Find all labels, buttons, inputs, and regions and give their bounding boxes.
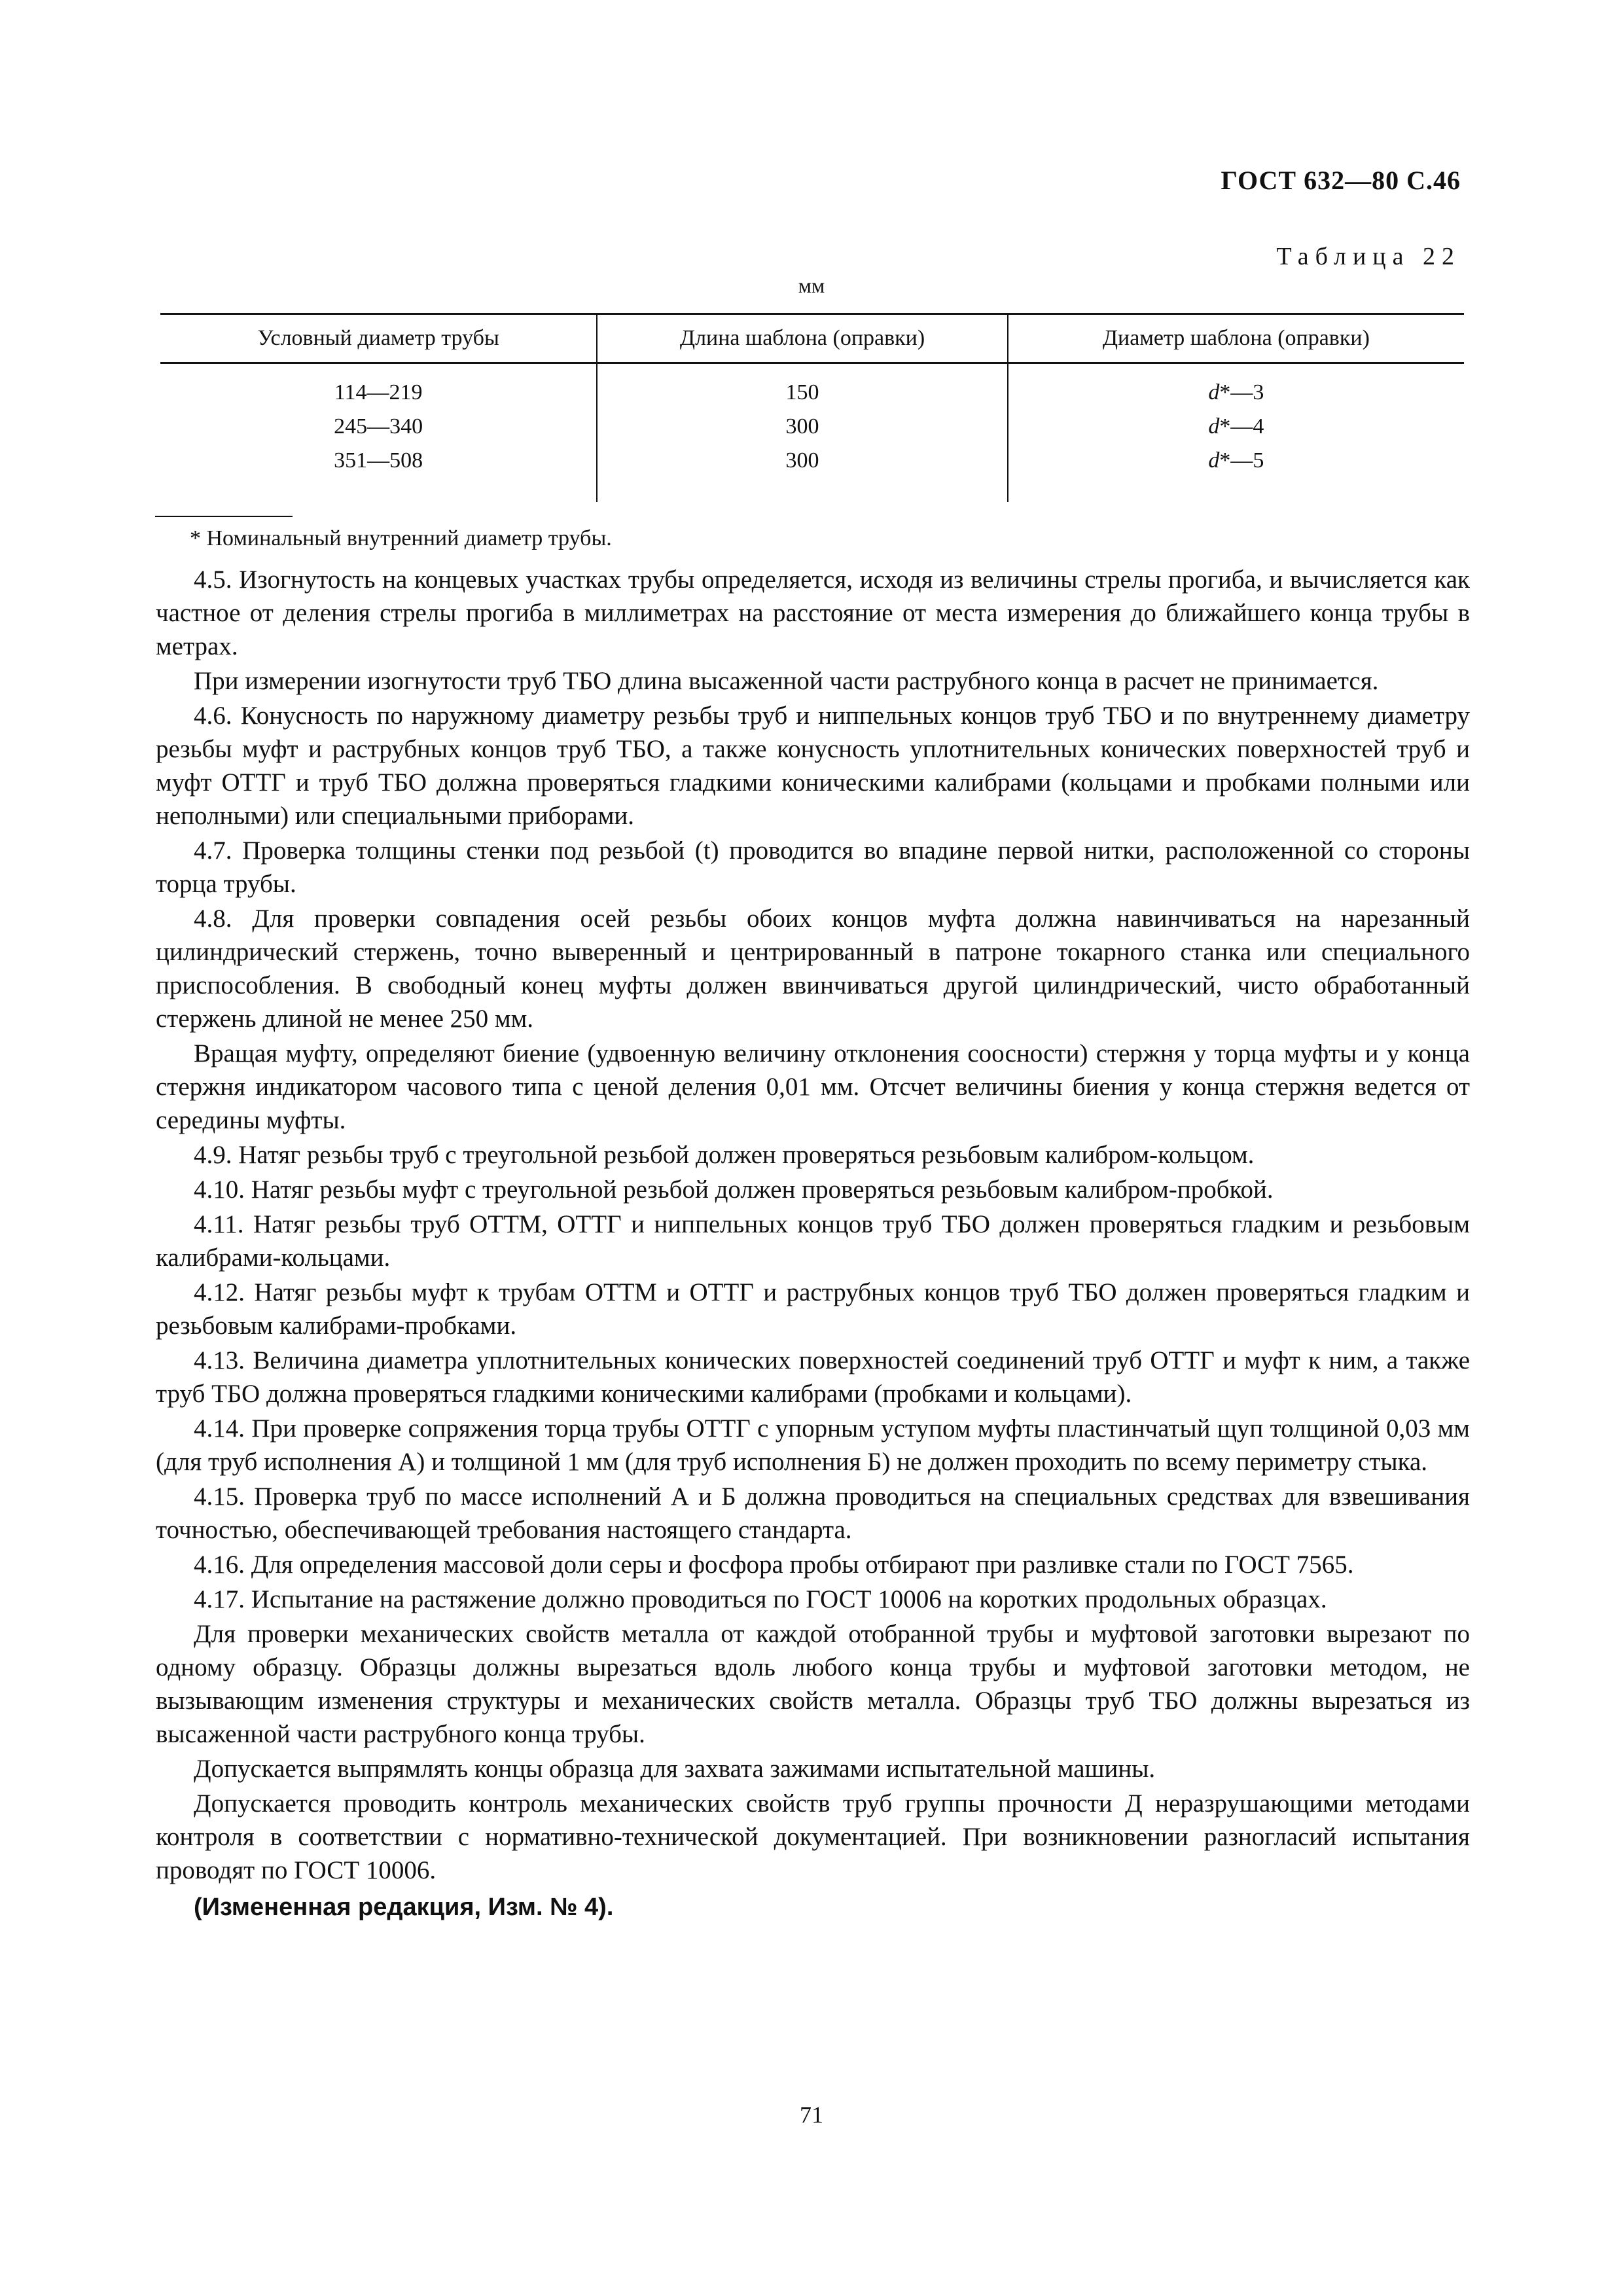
cell-value: 245—340 [334, 414, 423, 439]
revision-note: (Измененная редакция, Изм. № 4). [194, 1893, 614, 1921]
variable-symbol: d [1208, 448, 1220, 473]
paragraph: При измерении изогнутости труб ТБО длина высаженной части раструбного конца в расчет не принимается. [194, 667, 1379, 695]
table-units: мм [798, 274, 825, 297]
footnote: * Номинальный внутренний диаметр трубы. [190, 526, 612, 550]
cell-value: d*—3 [1208, 380, 1264, 404]
column-header: Длина шаблона (оправки) [597, 314, 1007, 363]
paragraph: 4.12. Натяг резьбы муфт к трубам ОТТМ и ОТТГ и раструбных концов труб ТБО должен проверяться гладким и резьбовым калибрами-пробками. [156, 1278, 1470, 1340]
cell-value: d*—4 [1208, 414, 1264, 439]
standard-reference: ГОСТ 632—80 С.46 [1221, 166, 1461, 195]
table-caption: Таблица 22 [1276, 243, 1461, 270]
cell-diameter-range [160, 363, 597, 503]
cell-value: 351—508 [334, 448, 423, 473]
paragraph: 4.17. Испытание на растяжение должно проводиться по ГОСТ 10006 на коротких продольных образцах. [194, 1585, 1327, 1613]
cell-value: d*—5 [1208, 448, 1264, 473]
cell-value: 150 [785, 380, 819, 404]
paragraph: 4.7. Проверка толщины стенки под резьбой (t) проводится во впадине первой нитки, расположенной со стороны торца трубы. [156, 836, 1470, 898]
paragraph: 4.15. Проверка труб по массе исполнений А и Б должна проводиться на специальных средствах для взвешивания точностью, обеспечивающей требования настоящего стандарта. [156, 1482, 1470, 1544]
page-number: 71 [800, 2102, 823, 2128]
paragraph: 4.9. Натяг резьбы труб с треугольной резьбой должен проверяться резьбовым калибром-кольцом. [194, 1141, 1255, 1169]
body-text [156, 563, 1470, 1926]
paragraph: 4.13. Величина диаметра уплотнительных конических поверхностей соединений труб ОТТГ и муфт к ним, а также труб ТБО должна проверяться гладкими коническими калибрами (пробками и кольцами). [156, 1346, 1470, 1408]
table-row [160, 363, 1464, 503]
paragraph: Вращая муфту, определяют биение (удвоенную величину отклонения соосности) стержня у торца муфты и у конца стержня индикатором часового типа с ценой деления 0,01 мм. Отсчет величины биения у конца стержня ведется от середины муфты. [156, 1039, 1470, 1134]
table-header-row [160, 314, 1464, 363]
paragraph: 4.16. Для определения массовой доли серы и фосфора пробы отбирают при разливке стали по ГОСТ 7565. [194, 1551, 1354, 1579]
table-22 [160, 313, 1464, 502]
paragraph: Допускается выпрямлять концы образца для захвата зажимами испытательной машины. [194, 1755, 1156, 1783]
column-header: Условный диаметр трубы [160, 314, 597, 363]
footnote-separator [155, 516, 293, 517]
paragraph: Для проверки механических свойств металла от каждой отобранной трубы и муфтовой заготовки вырезают по одному образцу. Образцы должны вырезаться вдоль любого конца трубы и муфтовой заготовки методом, не вызывающим изменения структуры и механических свойств металла. Образцы труб ТБО должны вырезаться из высаженной части раструбного конца трубы. [156, 1620, 1470, 1748]
column-header: Диаметр шаблона (оправки) [1008, 314, 1464, 363]
cell-value: 114—219 [334, 380, 423, 404]
cell-template-length [597, 363, 1007, 503]
variable-symbol: d [1208, 380, 1220, 404]
paragraph: 4.14. При проверке сопряжения торца трубы ОТТГ с упорным уступом муфты пластинчатый щуп толщиной 0,03 мм (для труб исполнения А) и толщиной 1 мм (для труб исполнения Б) не должен проходить по всему периметру стыка. [156, 1414, 1470, 1476]
variable-symbol: d [1208, 414, 1220, 439]
paragraph: 4.6. Конусность по наружному диаметру резьбы труб и ниппельных концов труб ТБО и по внутреннему диаметру резьбы муфт и раструбных концов труб ТБО, а также конусность уплотнительных конических поверхностей труб и муфт ОТТГ и труб ТБО должна проверяться гладкими коническими калибрами (кольцами и пробками полными или неполными) или специальными приборами. [156, 702, 1470, 830]
paragraph: 4.5. Изогнутость на концевых участках трубы определяется, исходя из величины стрелы прогиба, и вычисляется как частное от деления стрелы прогиба в миллиметрах на расстояние от места измерения до ближайшего конца трубы в метрах. [156, 565, 1470, 660]
cell-value: 300 [785, 414, 819, 439]
paragraph: Допускается проводить контроль механических свойств труб группы прочности Д неразрушающими методами контроля в соответствии с нормативно-технической документацией. При возникновении разногласий испытания проводят по ГОСТ 10006. [156, 1789, 1470, 1884]
paragraph: 4.8. Для проверки совпадения осей резьбы обоих концов муфта должна навинчиваться на нарезанный цилиндрический стержень, точно выверенный и центрированный в патроне токарного станка или специального приспособления. В свободный конец муфты должен ввинчиваться другой цилиндрический, чисто обработанный стержень длиной не менее 250 мм. [156, 905, 1470, 1033]
cell-value: 300 [785, 448, 819, 473]
paragraph: 4.10. Натяг резьбы муфт с треугольной резьбой должен проверяться резьбовым калибром-пробкой. [194, 1175, 1274, 1204]
paragraph: 4.11. Натяг резьбы труб ОТТМ, ОТТГ и ниппельных концов труб ТБО должен проверяться гладким и резьбовым калибрами-кольцами. [156, 1210, 1470, 1272]
cell-template-diameter [1008, 363, 1464, 503]
